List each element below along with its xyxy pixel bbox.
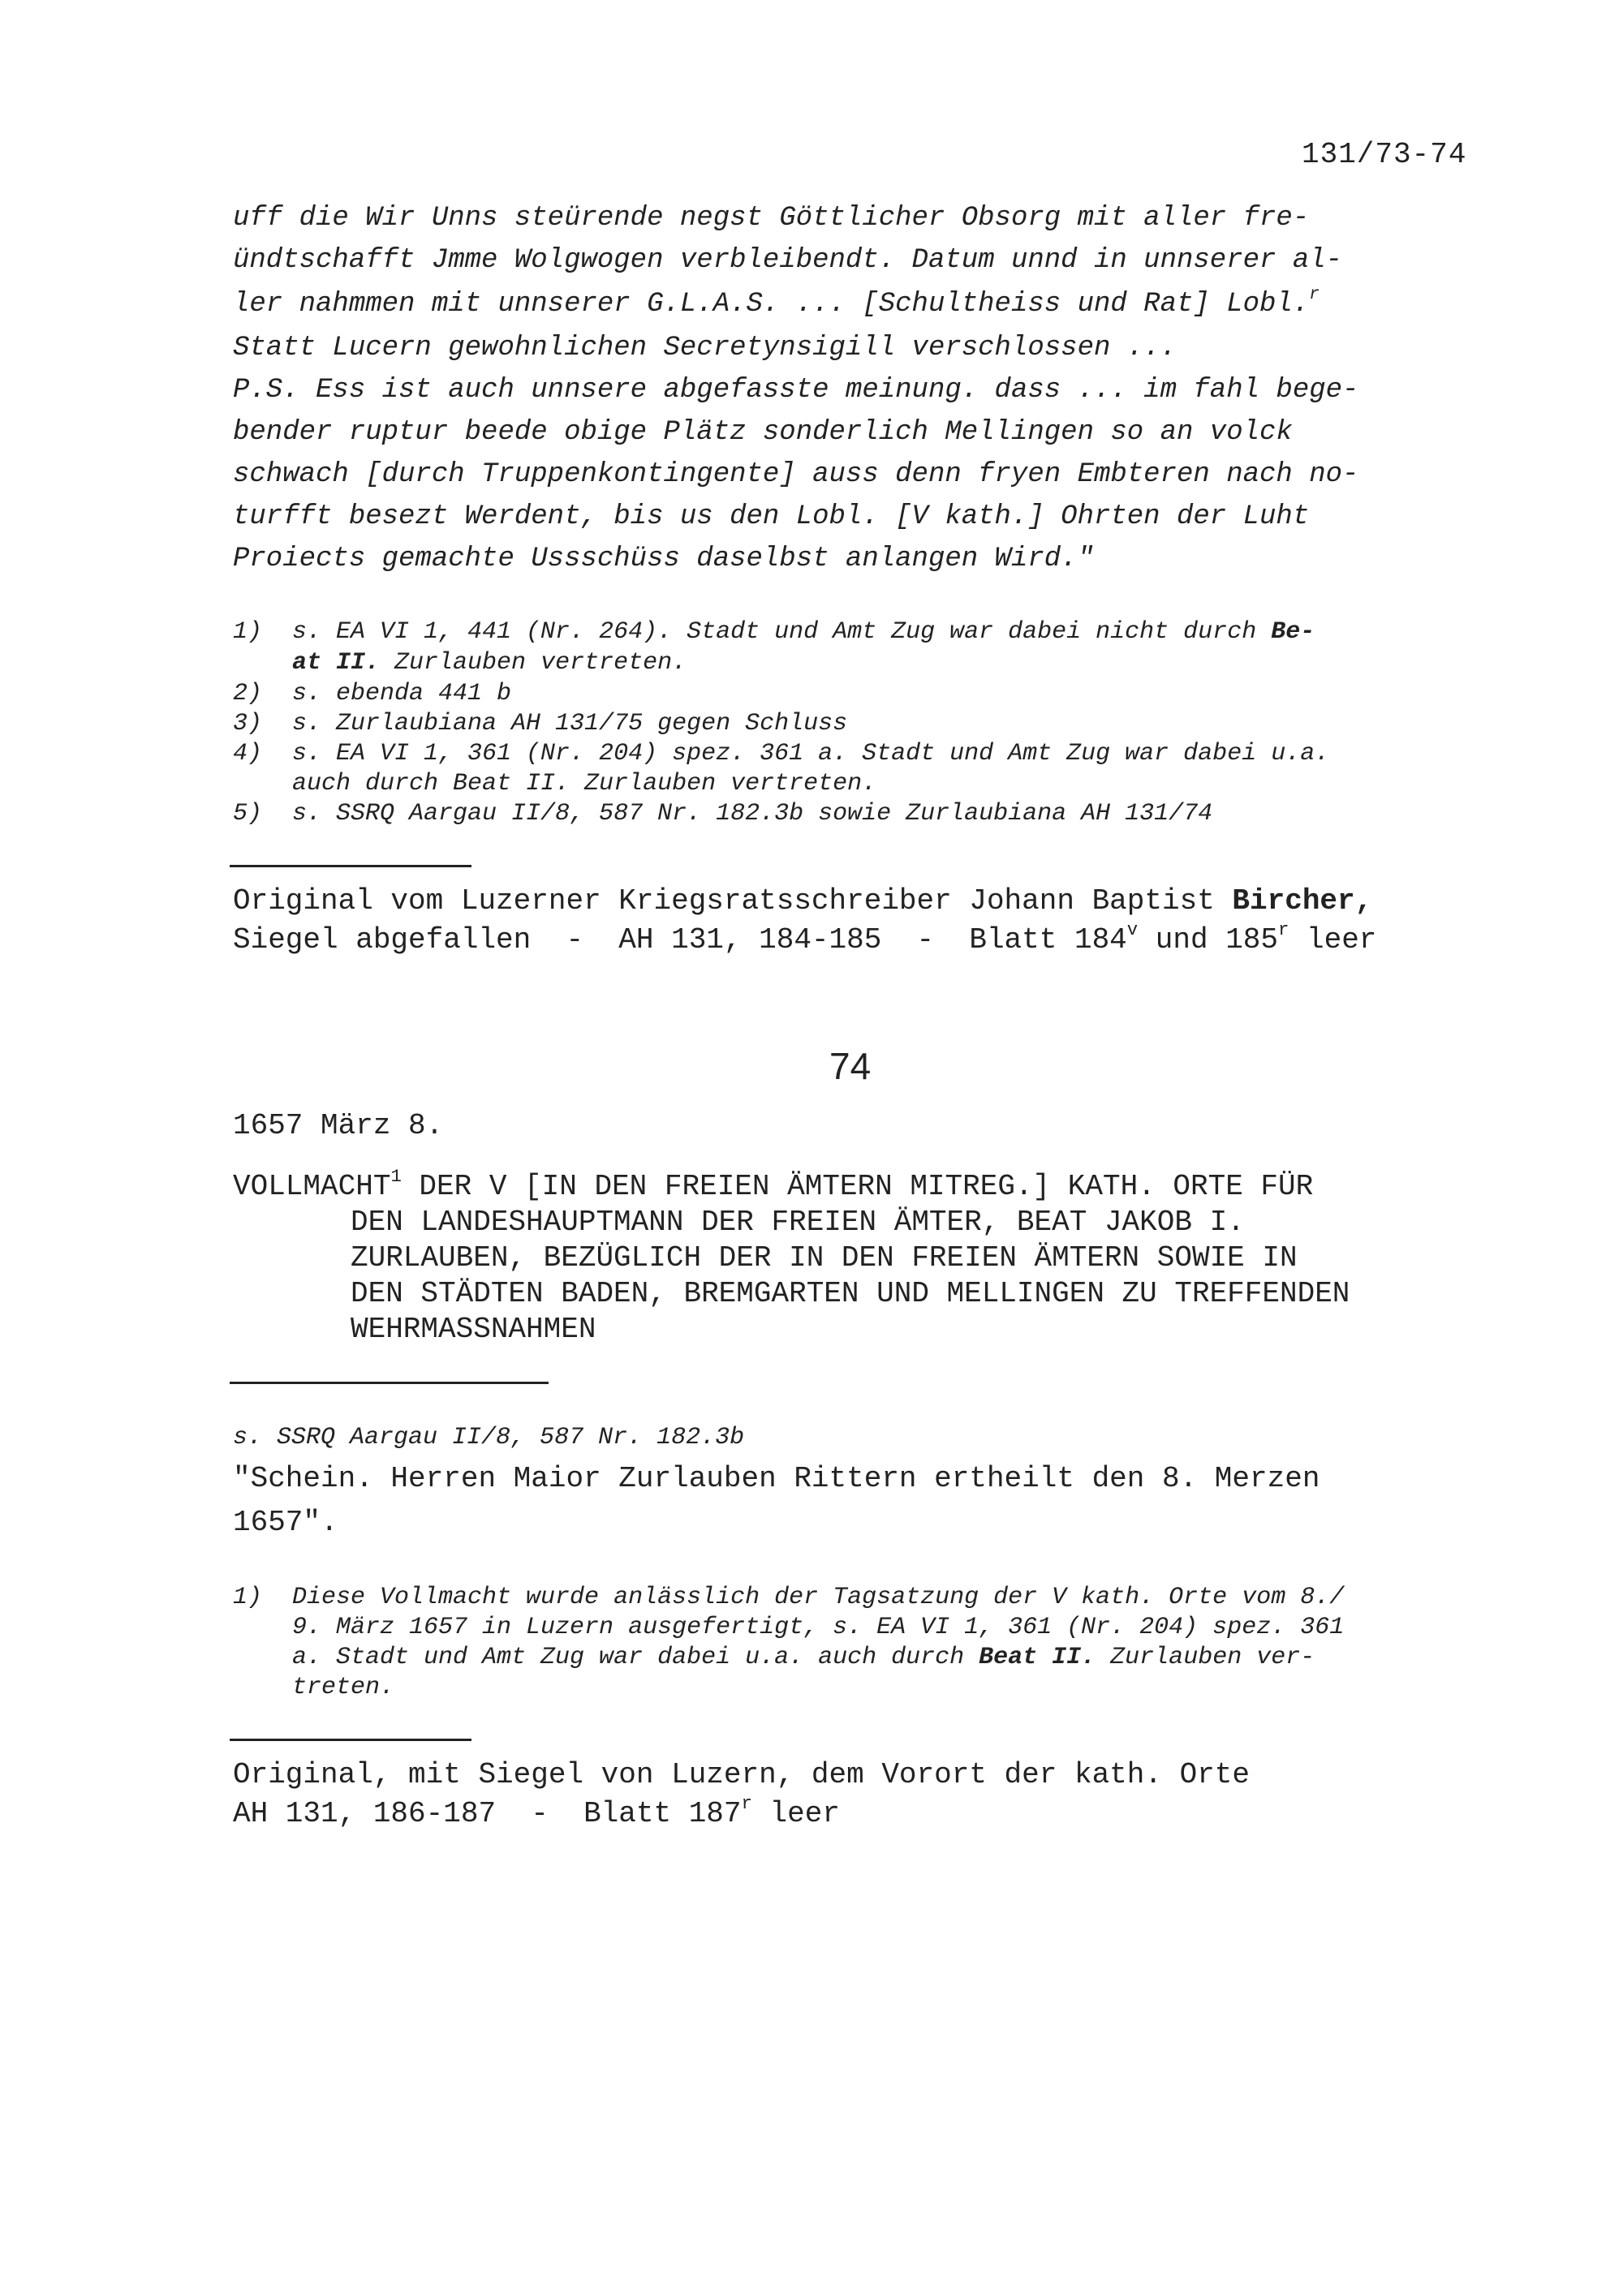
document-title-line: VOLLMACHT$^1$ DER V [IN DEN FREIEN ÄMTERN MITREG.] KATH. ORTE FÜR xyxy=(233,1165,1314,1203)
footnote-number: 1) xyxy=(233,618,263,646)
letter-line: ündtschafft Jmme Wolgwogen verbleibendt. Datum unnd in unnserer al- xyxy=(233,245,1343,276)
letter-line: Proiects gemachte Ussschüss daselbst anlangen Wird." xyxy=(233,544,1094,574)
footnote-number: 4) xyxy=(233,740,263,767)
page-reference: 131/73-74 xyxy=(1302,138,1467,171)
document-title-line: ZURLAUBEN, BEZÜGLICH DER IN DEN FREIEN ÄMTERN SOWIE IN xyxy=(351,1241,1298,1275)
document-title-line: WEHRMASSNAHMEN xyxy=(351,1313,596,1346)
source-reference: s. SSRQ Aargau II/8, 587 Nr. 182.3b xyxy=(233,1424,745,1451)
document-date: 1657 März 8. xyxy=(233,1109,444,1142)
original-note-line: Original vom Luzerner Kriegsratsschreiber Johann Baptist Bircher, xyxy=(233,884,1373,918)
original-note-line: Siegel abgefallen - AH 131, 184-185 - Blatt 184$^v$ und 185$^r$ leer xyxy=(233,918,1377,957)
footnote-text: s. EA VI 1, 441 (Nr. 264). Stadt und Amt Zug war dabei nicht durch Be- xyxy=(292,618,1315,646)
original-note-line: Original, mit Siegel von Luzern, dem Vorort der kath. Orte xyxy=(233,1758,1251,1791)
letter-line: Statt Lucern gewohnlichen Secretynsigill verschlossen ... xyxy=(233,333,1177,363)
separator-rule xyxy=(230,1382,549,1384)
letter-line: schwach [durch Truppenkontingente] auss denn fryen Embteren nach no- xyxy=(233,459,1359,490)
document-title-line: DEN STÄDTEN BADEN, BREMGARTEN UND MELLINGEN ZU TREFFENDEN xyxy=(351,1277,1350,1310)
footnote-text: s. ebenda 441 b xyxy=(292,680,512,707)
footnote-text: treten. xyxy=(292,1674,395,1701)
footnote-number: 5) xyxy=(233,800,263,828)
letter-line: turfft besezt Werdent, bis us den Lobl. [V kath.] Ohrten der Luht xyxy=(233,501,1310,532)
footnote-text: auch durch Beat II. Zurlauben vertreten. xyxy=(292,770,877,798)
letter-line: P.S. Ess ist auch unnsere abgefasste meinung. dass ... im fahl bege- xyxy=(233,375,1359,406)
document-title-line: DEN LANDESHAUPTMANN DER FREIEN ÄMTER, BEAT JAKOB I. xyxy=(351,1206,1245,1239)
original-note-line: AH 131, 186-187 - Blatt 187$^r$ leer xyxy=(233,1792,840,1830)
footnote-text: s. Zurlaubiana AH 131/75 gegen Schluss xyxy=(292,710,848,737)
footnote-number: 3) xyxy=(233,710,263,737)
quote-line: "Schein. Herren Maior Zurlauben Rittern ertheilt den 8. Merzen xyxy=(233,1462,1320,1495)
separator-rule xyxy=(230,1739,471,1741)
letter-line: bender ruptur beede obige Plätz sonderlich Mellingen so an volck xyxy=(233,417,1293,448)
footnote-text: s. EA VI 1, 361 (Nr. 204) spez. 361 a. Stadt und Amt Zug war dabei u.a. xyxy=(292,740,1330,767)
footnote-text: at II. Zurlauben vertreten. xyxy=(292,649,687,677)
separator-rule xyxy=(230,865,471,867)
footnote-number: 1) xyxy=(233,1584,263,1611)
footnote-text: 9. März 1657 in Luzern ausgefertigt, s. EA VI 1, 361 (Nr. 204) spez. 361 xyxy=(292,1614,1345,1641)
footnote-text: a. Stadt und Amt Zug war dabei u.a. auch durch Beat II. Zurlauben ver- xyxy=(292,1644,1315,1671)
footnote-number: 2) xyxy=(233,680,263,707)
letter-line: uff die Wir Unns steürende negst Göttlicher Obsorg mit aller fre- xyxy=(233,203,1310,234)
footnote-text: s. SSRQ Aargau II/8, 587 Nr. 182.3b sowie Zurlaubiana AH 131/74 xyxy=(292,800,1213,828)
footnote-text: Diese Vollmacht wurde anlässlich der Tagsatzung der V kath. Orte vom 8./ xyxy=(292,1584,1345,1611)
letter-line: ler nahmmen mit unnserer G.L.A.S. ... [Schultheiss und Rat] Lobl.$^r$ xyxy=(233,284,1319,320)
document-number: 74 xyxy=(829,1045,872,1087)
quote-line: 1657". xyxy=(233,1506,338,1539)
